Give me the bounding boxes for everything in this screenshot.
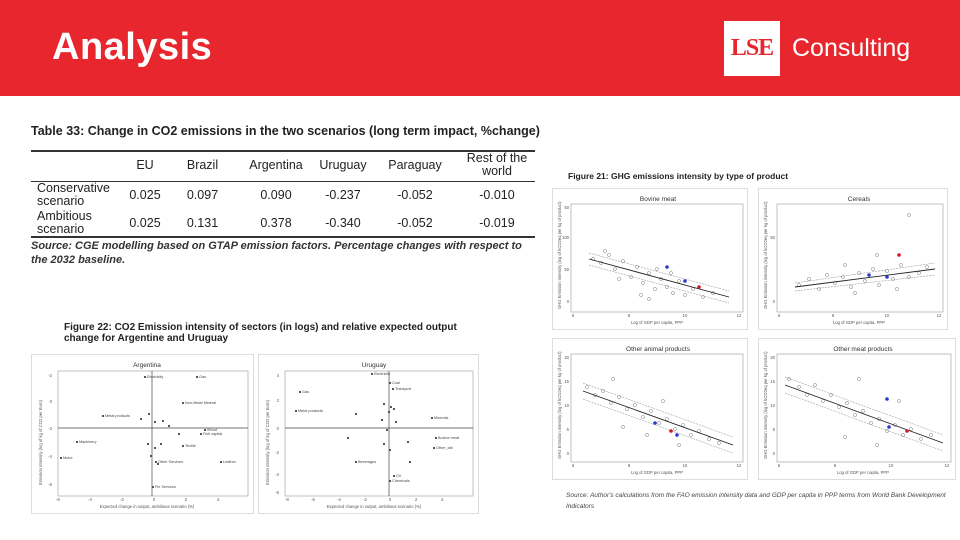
uruguay-xtick: -6 bbox=[311, 497, 315, 502]
bovine-meat-xtick: 12 bbox=[736, 313, 742, 318]
bovine-meat-highlight-blue bbox=[665, 265, 669, 269]
uruguay-label: Oil bbox=[396, 474, 401, 478]
col-header: Paraguay bbox=[388, 158, 442, 172]
uruguay-label: Chemicals bbox=[392, 479, 410, 483]
argentina-ytick: 0 bbox=[49, 399, 52, 404]
table-cell: -0.340 bbox=[325, 216, 361, 230]
row-label: Ambitious scenario bbox=[37, 209, 92, 236]
col-header: Brazil bbox=[186, 158, 219, 172]
uruguay-ytick: 0 bbox=[276, 426, 279, 431]
uruguay-xtick: 2 bbox=[414, 497, 418, 502]
argentina-label: Electricity bbox=[147, 375, 164, 379]
uruguay-label: Electricity bbox=[374, 372, 391, 376]
col-header: EU bbox=[136, 158, 154, 172]
uruguay-ytick: 4 bbox=[276, 373, 279, 378]
other-meat-products-ytick: 20 bbox=[770, 355, 775, 360]
table-cell: -0.019 bbox=[479, 216, 515, 230]
uruguay-xtick: -2 bbox=[363, 497, 367, 502]
uruguay-label: Other_lab bbox=[436, 446, 453, 450]
other-animal-products-chart bbox=[553, 339, 747, 479]
other-animal-products-ytick: 20 bbox=[564, 355, 569, 360]
fig21-title: Figure 21: GHG emissions intensity by type of product bbox=[568, 171, 789, 181]
bovine-meat-xtick: 6 bbox=[571, 313, 575, 318]
table-cell: 0.025 bbox=[129, 188, 161, 202]
table-title: Table 33: Change in CO2 emissions in the two scenarios (long term impact, %change) bbox=[31, 124, 540, 138]
other-animal-products-title: Other animal products bbox=[626, 346, 690, 353]
uruguay-label: Minerals bbox=[434, 416, 449, 420]
other-meat-products-ytick: 5 bbox=[772, 427, 775, 432]
argentina-ytick: -2 bbox=[48, 373, 52, 378]
uruguay-xtick: -4 bbox=[337, 497, 341, 502]
cereals-xtick: 8 bbox=[831, 313, 835, 318]
bovine-meat-title: Bovine meat bbox=[639, 196, 677, 203]
uruguay-label: Beverages bbox=[358, 460, 377, 464]
argentina-title: Argentina bbox=[133, 362, 161, 369]
fig21-source-note: Source: Author's calculations from the FAO emission intensity data and GDP per capita in PPP terms from World Bank Development Indicators bbox=[566, 492, 946, 510]
argentina-scatter-panel bbox=[31, 354, 254, 514]
other-meat-products-ytick: 10 bbox=[770, 403, 775, 408]
other-meat-products-panel bbox=[758, 338, 956, 480]
fig22-title: Figure 22: CO2 Emission intensity of sectors (in logs) and relative expected output change for Argentine and Uruguay bbox=[64, 322, 457, 344]
argentina-label: Other Services bbox=[158, 460, 184, 464]
table-cell: 0.090 bbox=[260, 188, 292, 202]
cereals-highlight-blue bbox=[885, 275, 889, 279]
cereals-chart bbox=[759, 189, 947, 329]
argentina-label: Fish capital bbox=[203, 432, 223, 436]
cereals-ylabel: GHG Emission intensity (log of kCO2eq per kg of product) bbox=[763, 201, 768, 309]
table-cell: -0.052 bbox=[397, 216, 433, 230]
other-animal-products-ytick: 10 bbox=[564, 403, 569, 408]
argentina-xtick: -4 bbox=[88, 497, 92, 502]
bovine-meat-ytick: 50 bbox=[564, 205, 569, 210]
uruguay-title: Uruguay bbox=[361, 362, 387, 369]
table-cell: -0.237 bbox=[325, 188, 361, 202]
col-header: Argentina bbox=[249, 158, 303, 172]
argentina-ytick: -2 bbox=[48, 426, 52, 431]
other-animal-products-xtick: 8 bbox=[627, 463, 631, 468]
other-animal-products-highlight-blue bbox=[675, 433, 679, 437]
other-animal-products-xtick: 6 bbox=[571, 463, 575, 468]
other-animal-products-xtick: 10 bbox=[682, 463, 688, 468]
argentina-xtick: -6 bbox=[56, 497, 60, 502]
uruguay-label: Coal bbox=[392, 381, 400, 385]
uruguay-xlabel: Expected change in output, ambitious scenario (%) bbox=[326, 504, 422, 509]
cereals-highlight-blue bbox=[867, 273, 871, 277]
table-source-note: Source: CGE modelling based on GTAP emission factors. Percentage changes with respect to the 2032 baseline. bbox=[31, 240, 522, 266]
other-meat-products-chart bbox=[759, 339, 955, 479]
argentina-scatter bbox=[32, 355, 253, 513]
argentina-label: Wood bbox=[207, 428, 217, 432]
uruguay-scatter bbox=[259, 355, 478, 513]
cereals-title: Cereals bbox=[847, 196, 871, 203]
argentina-xtick: 0 bbox=[152, 497, 156, 502]
other-meat-products-title: Other meat products bbox=[833, 346, 893, 353]
other-meat-products-xtick: 6 bbox=[777, 463, 781, 468]
table-cell: -0.010 bbox=[479, 188, 515, 202]
argentina-label: Fin Services bbox=[155, 485, 176, 489]
bovine-meat-highlight-blue bbox=[683, 279, 687, 283]
argentina-label: Machinery bbox=[79, 440, 97, 444]
other-meat-products-highlight-blue bbox=[885, 397, 889, 401]
argentina-xtick: 2 bbox=[184, 497, 188, 502]
bovine-meat-plot-frame bbox=[571, 204, 743, 312]
bovine-meat-highlight-red bbox=[697, 285, 701, 289]
uruguay-xtick: -8 bbox=[285, 497, 289, 502]
bovine-meat-panel bbox=[552, 188, 748, 330]
col-header: Rest of the world bbox=[466, 151, 528, 178]
uruguay-points bbox=[295, 373, 437, 482]
cereals-xtick: 10 bbox=[884, 313, 890, 318]
argentina-label: Motor bbox=[63, 456, 73, 460]
other-meat-products-highlight-red bbox=[905, 429, 909, 433]
row-label: Conservative scenario bbox=[37, 181, 110, 208]
bovine-meat-ytick: 50 bbox=[564, 267, 569, 272]
uruguay-plot-frame bbox=[285, 371, 473, 496]
argentina-ytick: -4 bbox=[48, 454, 52, 459]
bovine-meat-xtick: 10 bbox=[682, 313, 688, 318]
other-animal-products-highlight-red bbox=[669, 429, 673, 433]
other-animal-products-ytick: 5 bbox=[566, 427, 569, 432]
bovine-meat-chart bbox=[553, 189, 747, 329]
cereals-panel bbox=[758, 188, 948, 330]
argentina-label: Gas bbox=[199, 375, 206, 379]
uruguay-label: Metal products bbox=[298, 409, 323, 413]
other-animal-products-highlight-blue bbox=[653, 421, 657, 425]
uruguay-scatter-panel bbox=[258, 354, 479, 514]
uruguay-xtick: 4 bbox=[440, 497, 444, 502]
other-meat-products-ytick: 0 bbox=[772, 451, 775, 456]
uruguay-ylabel: Emission intensity (log of kg of CO2 per Euro) bbox=[265, 400, 270, 485]
other-meat-products-ylabel: GHG Emission intensity (log of kCO2eq per kg of product) bbox=[763, 351, 768, 459]
cereals-ytick: 50 bbox=[770, 235, 775, 240]
cereals-plot-frame bbox=[777, 204, 943, 312]
other-meat-products-xlabel: Log of GDP per capita, PPP bbox=[836, 470, 890, 475]
other-meat-products-plot-frame bbox=[777, 354, 951, 462]
bovine-meat-ytick: 0 bbox=[566, 299, 569, 304]
uruguay-ytick: -2 bbox=[275, 450, 279, 455]
cereals-xtick: 12 bbox=[936, 313, 942, 318]
other-animal-products-xlabel: Log of GDP per capita, PPP bbox=[630, 470, 684, 475]
table-cell: 0.025 bbox=[129, 216, 161, 230]
argentina-label: Leather bbox=[223, 460, 236, 464]
cereals-xlabel: Log of GDP per capita, PPP bbox=[832, 320, 886, 325]
uruguay-label: Transport bbox=[395, 387, 412, 391]
cereals-ytick: 0 bbox=[772, 299, 775, 304]
other-meat-products-xtick: 10 bbox=[888, 463, 894, 468]
argentina-xtick: -2 bbox=[120, 497, 124, 502]
uruguay-xtick: 0 bbox=[388, 497, 392, 502]
lse-logo bbox=[724, 21, 780, 76]
table-cell: 0.131 bbox=[186, 216, 219, 230]
col-header: Uruguay bbox=[319, 158, 367, 172]
other-animal-products-ytick: 15 bbox=[564, 379, 569, 384]
argentina-xlabel: Expected change in output, ambitious scenario (%) bbox=[99, 504, 195, 509]
other-animal-products-panel bbox=[552, 338, 748, 480]
cereals-highlight-red bbox=[897, 253, 901, 257]
bovine-meat-ylabel: GHG Emission intensity (log of kCO2eq per kg of product) bbox=[557, 201, 562, 309]
bovine-meat-ytick: 100 bbox=[562, 235, 569, 240]
uruguay-label: Bovine meat bbox=[438, 436, 460, 440]
other-meat-products-xtick: 12 bbox=[944, 463, 950, 468]
other-animal-products-ytick: 0 bbox=[566, 451, 569, 456]
consulting-wordmark: Consulting bbox=[792, 34, 911, 62]
argentina-label: Textile bbox=[185, 444, 196, 448]
other-animal-products-xtick: 12 bbox=[736, 463, 742, 468]
uruguay-ytick: 2 bbox=[276, 398, 279, 403]
argentina-ylabel: Emission intensity (log of kg of CO2 per Euro) bbox=[38, 400, 43, 485]
argentina-points bbox=[60, 376, 222, 488]
uruguay-label: Gas bbox=[302, 390, 309, 394]
table-cell: 0.097 bbox=[186, 188, 219, 202]
argentina-label: Non-Metal Mineral bbox=[185, 401, 217, 405]
uruguay-ytick: -4 bbox=[275, 472, 279, 477]
page-title: Analysis bbox=[52, 26, 213, 68]
cereals-xtick: 6 bbox=[777, 313, 781, 318]
other-animal-products-ylabel: GHG Emission intensity (log of kCO2eq per kg of product) bbox=[557, 351, 562, 459]
table-cell: -0.052 bbox=[397, 188, 433, 202]
table-cell: 0.378 bbox=[260, 216, 292, 230]
bovine-meat-xlabel: Log of GDP per capita, PPP bbox=[630, 320, 684, 325]
table-rule-top bbox=[31, 150, 535, 152]
bovine-meat-xtick: 8 bbox=[627, 313, 631, 318]
other-meat-products-ytick: 15 bbox=[770, 379, 775, 384]
argentina-ytick: -6 bbox=[48, 482, 52, 487]
other-meat-products-xtick: 8 bbox=[833, 463, 837, 468]
argentina-label: Metal products bbox=[105, 414, 130, 418]
header-bar bbox=[0, 0, 960, 96]
uruguay-ytick: -6 bbox=[275, 490, 279, 495]
other-animal-products-plot-frame bbox=[571, 354, 743, 462]
table-rule-bottom bbox=[31, 236, 535, 238]
lse-logo-mark: LSE bbox=[730, 35, 774, 61]
argentina-xtick: 4 bbox=[216, 497, 220, 502]
other-meat-products-highlight-blue bbox=[887, 425, 891, 429]
